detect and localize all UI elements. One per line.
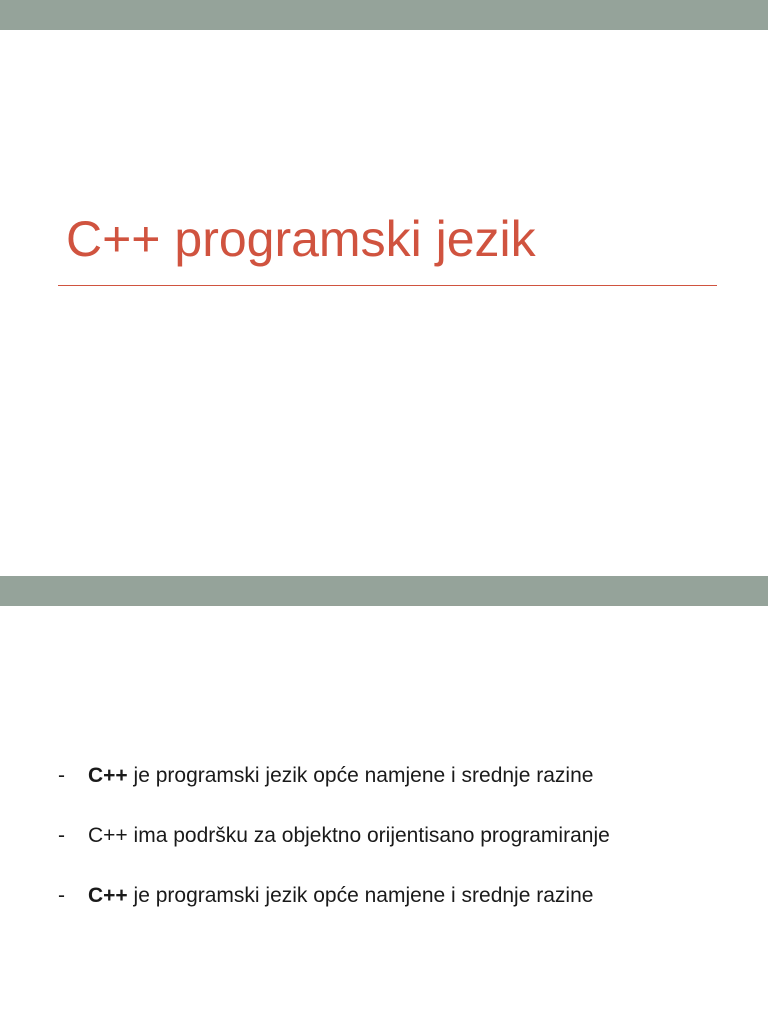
bullet-dash: - — [58, 884, 65, 907]
slide-header-bar — [0, 0, 768, 30]
bullet-item — [58, 824, 738, 884]
bullet-list — [58, 764, 738, 944]
bullet-text: je programski jezik opće namjene i srednje razine — [127, 764, 594, 787]
bullet-text: ima podršku za objektno orijentisano programiranje — [127, 824, 610, 847]
bullet-lead: C++ — [88, 764, 128, 787]
bullet-lead: C++ — [88, 824, 128, 847]
bullet-dash: - — [58, 764, 65, 787]
slide-title: C++ programski jezik — [66, 211, 536, 267]
bullet-item — [58, 884, 738, 944]
bullet-item — [58, 764, 738, 824]
bullet-text: je programski jezik opće namjene i srednje razine — [127, 884, 594, 907]
title-underline — [58, 285, 717, 286]
bullet-lead: C++ — [88, 884, 128, 907]
content-slide — [0, 576, 768, 1024]
bullet-dash: - — [58, 824, 65, 847]
slide-header-bar — [0, 576, 768, 606]
